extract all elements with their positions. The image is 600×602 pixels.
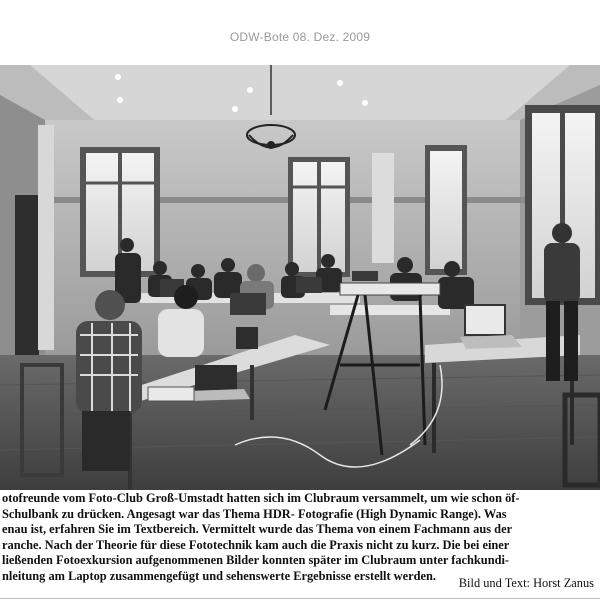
club-meeting-photo: [0, 65, 600, 490]
photo-caption: [0, 491, 600, 585]
photo-credit: Bild und Text: Horst Zanus: [458, 576, 594, 590]
caption-line: Schulbank zu drücken. Angesagt war das Thema HDR- Fotografie (High Dynamic Range). Was: [2, 506, 507, 521]
divider: [0, 598, 600, 599]
caption-line: enau ist, erfahren Sie im Textbereich. Vermittelt wurde das Thema von einem Fachmann aus der: [2, 522, 513, 537]
caption-line: nleitung am Laptop zusammengefügt und sehenswerte Ergebnisse erstellt werden.: [2, 568, 436, 583]
caption-line: otofreunde vom Foto-Club Groß-Umstadt hatten sich im Clubraum versammelt, um wie schon öf-: [2, 491, 520, 505]
caption-line: ließenden Fotoexkursion aufgenommenen Bilder konnten später im Clubraum unter fachkundi-: [2, 553, 510, 568]
caption-line: ranche. Nach der Theorie für diese Fototechnik kam auch die Praxis nicht zu kurz. Die bei einer: [2, 537, 510, 552]
newspaper-source-date: ODW-Bote 08. Dez. 2009: [229, 30, 371, 44]
